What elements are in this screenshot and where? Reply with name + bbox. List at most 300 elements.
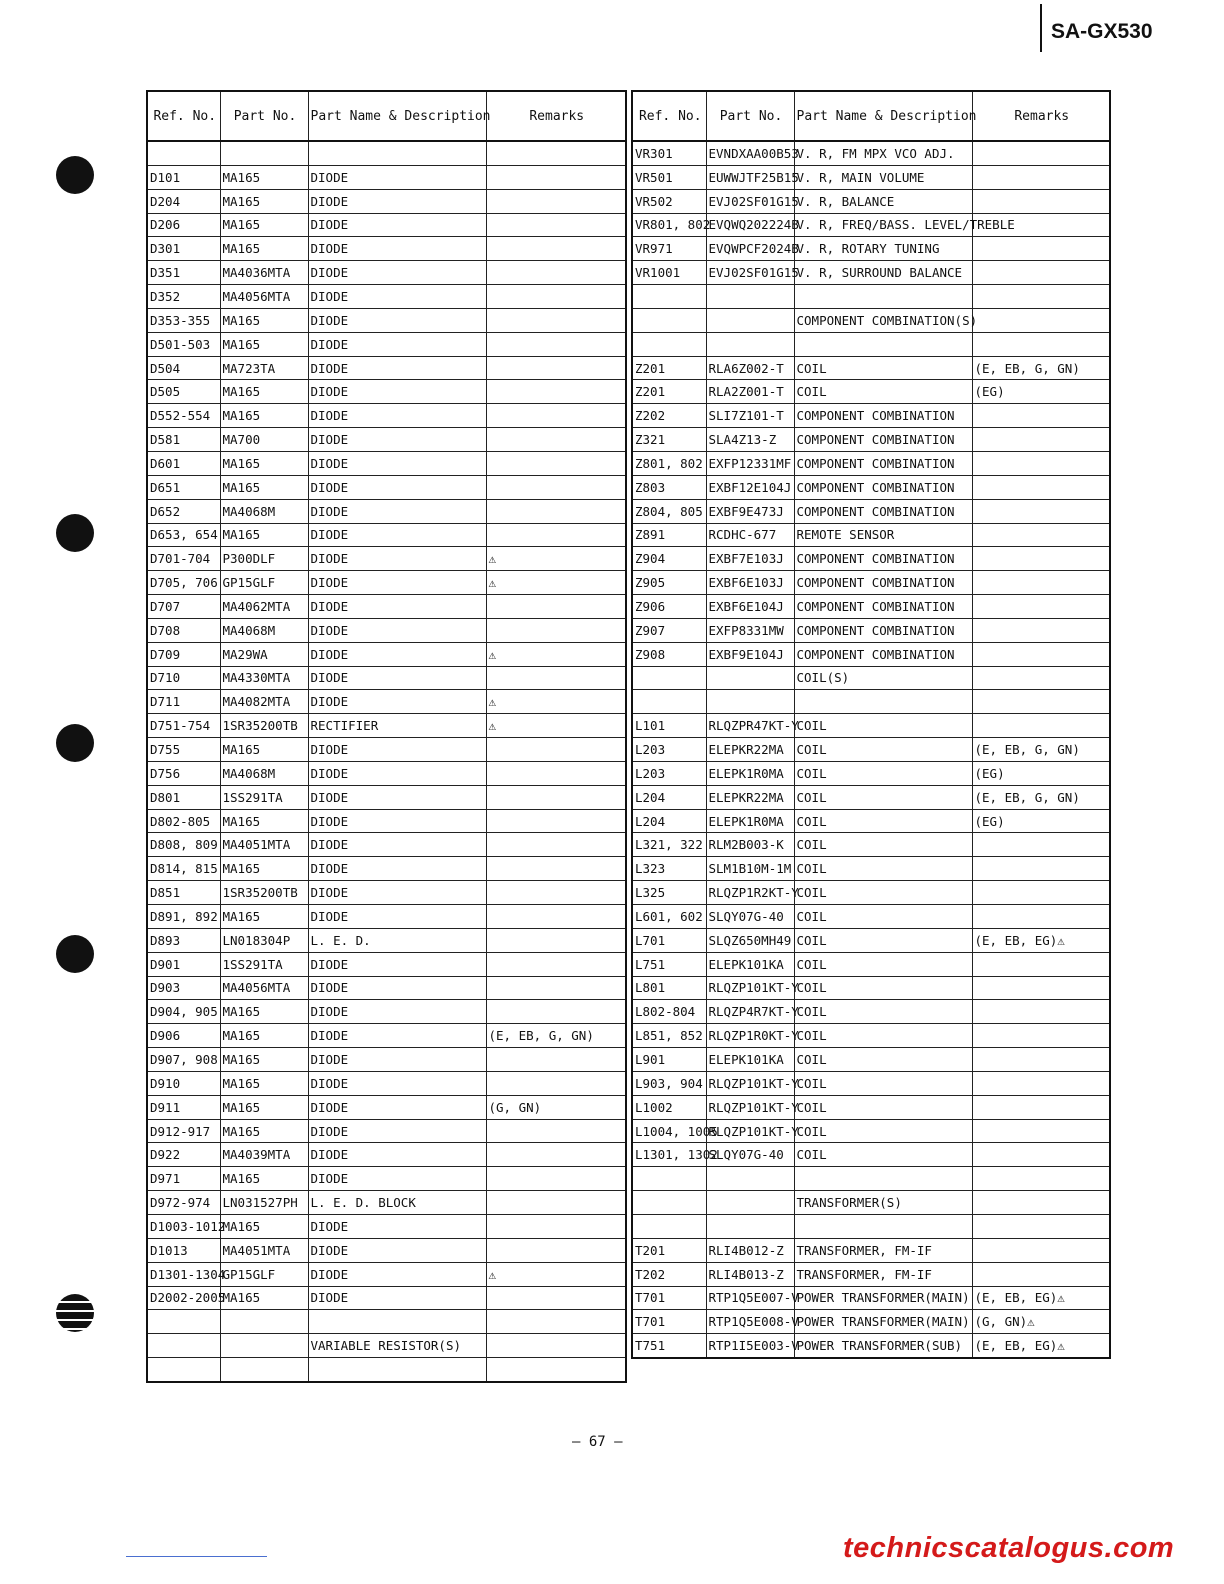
table-row	[632, 1214, 1110, 1238]
cell-ref-no: D711	[147, 690, 220, 714]
cell-ref-no: D814, 815	[147, 857, 220, 881]
cell-part-no: MA165	[220, 1119, 308, 1143]
table-row	[147, 666, 626, 690]
cell-description: COIL	[794, 881, 972, 905]
cell-remarks	[486, 1191, 626, 1215]
cell-description: POWER TRANSFORMER(SUB)	[794, 1334, 972, 1358]
table-row	[147, 237, 626, 261]
cell-ref-no: D353-355	[147, 308, 220, 332]
cell-remarks: (E, EB, G, GN)	[972, 785, 1110, 809]
cell-description: V. R, MAIN VOLUME	[794, 165, 972, 189]
cell-description: COIL(S)	[794, 666, 972, 690]
table-row	[632, 189, 1110, 213]
cell-remarks	[972, 237, 1110, 261]
cell-ref-no: D910	[147, 1071, 220, 1095]
cell-remarks	[486, 1143, 626, 1167]
cell-part-no: EXBF9E473J	[706, 499, 794, 523]
cell-part-no: EVQWPCF2024B	[706, 237, 794, 261]
cell-part-no: EXBF7E103J	[706, 547, 794, 571]
cell-part-no: EXBF6E104J	[706, 595, 794, 619]
cell-ref-no: Z803	[632, 475, 706, 499]
cell-description: DIODE	[308, 165, 486, 189]
cell-ref-no: D751-754	[147, 714, 220, 738]
table-row	[632, 1095, 1110, 1119]
cell-ref-no: L601, 602	[632, 905, 706, 929]
table-header-row	[632, 91, 1110, 141]
cell-description: COMPONENT COMBINATION	[794, 642, 972, 666]
cell-description: COIL	[794, 833, 972, 857]
table-header-row	[147, 91, 626, 141]
cell-description: COIL	[794, 738, 972, 762]
cell-description: COIL	[794, 356, 972, 380]
cell-part-no: MA165	[220, 165, 308, 189]
cell-remarks	[972, 404, 1110, 428]
table-row	[147, 285, 626, 309]
cell-remarks: (E, EB, G, GN)	[486, 1024, 626, 1048]
cell-part-no: RLQZP4R7KT-Y	[706, 1000, 794, 1024]
cell-description: TRANSFORMER, FM-IF	[794, 1262, 972, 1286]
cell-part-no: MA165	[220, 1071, 308, 1095]
cell-part-no: MA165	[220, 857, 308, 881]
cell-description: DIODE	[308, 881, 486, 905]
cell-part-no: MA4051MTA	[220, 1238, 308, 1262]
binder-hole	[56, 514, 94, 552]
cell-remarks	[972, 1071, 1110, 1095]
cell-ref-no: D552-554	[147, 404, 220, 428]
cell-remarks	[486, 189, 626, 213]
cell-ref-no: D1013	[147, 1238, 220, 1262]
cell-part-no: RLQZPR47KT-Y	[706, 714, 794, 738]
cell-ref-no	[147, 1310, 220, 1334]
cell-ref-no: D972-974	[147, 1191, 220, 1215]
cell-description: V. R, ROTARY TUNING	[794, 237, 972, 261]
cell-remarks	[486, 1310, 626, 1334]
cell-remarks: ⚠	[486, 547, 626, 571]
cell-ref-no	[147, 1334, 220, 1358]
table-row	[147, 809, 626, 833]
cell-remarks	[486, 1214, 626, 1238]
cell-description: DIODE	[308, 595, 486, 619]
watermark: technicscatalogus.com	[843, 1532, 1175, 1564]
table-row	[147, 595, 626, 619]
cell-remarks	[972, 451, 1110, 475]
cell-ref-no: D710	[147, 666, 220, 690]
cell-description: TRANSFORMER, FM-IF	[794, 1238, 972, 1262]
cell-ref-no: D911	[147, 1095, 220, 1119]
cell-description: DIODE	[308, 261, 486, 285]
cell-description: COIL	[794, 905, 972, 929]
cell-ref-no: L801	[632, 976, 706, 1000]
table-row	[632, 738, 1110, 762]
cell-part-no: GP15GLF	[220, 571, 308, 595]
table-row	[632, 356, 1110, 380]
col-ref-no: Ref. No.	[147, 91, 220, 141]
cell-part-no: GP15GLF	[220, 1262, 308, 1286]
table-row	[147, 428, 626, 452]
cell-remarks	[972, 1214, 1110, 1238]
cell-part-no: MA165	[220, 1048, 308, 1072]
table-row	[147, 738, 626, 762]
header-rule	[1040, 4, 1042, 52]
cell-ref-no: Z891	[632, 523, 706, 547]
cell-remarks: ⚠	[486, 1262, 626, 1286]
table-row	[632, 380, 1110, 404]
cell-part-no: MA4039MTA	[220, 1143, 308, 1167]
table-row	[632, 404, 1110, 428]
cell-ref-no: Z907	[632, 618, 706, 642]
cell-ref-no: Z804, 805	[632, 499, 706, 523]
table-row	[147, 1000, 626, 1024]
cell-part-no: MA4068M	[220, 618, 308, 642]
table-row	[632, 1262, 1110, 1286]
cell-remarks	[486, 237, 626, 261]
cell-remarks	[486, 428, 626, 452]
cell-part-no: RTP1Q5E007-V	[706, 1286, 794, 1310]
table-row	[147, 404, 626, 428]
cell-description: COIL	[794, 809, 972, 833]
col-remarks: Remarks	[972, 91, 1110, 141]
cell-ref-no: D906	[147, 1024, 220, 1048]
cell-description: COIL	[794, 976, 972, 1000]
table-row	[147, 1238, 626, 1262]
cell-part-no: EVNDXAA00B53	[706, 141, 794, 165]
cell-ref-no: T201	[632, 1238, 706, 1262]
table-row	[147, 714, 626, 738]
cell-remarks	[972, 523, 1110, 547]
cell-part-no: MA165	[220, 1286, 308, 1310]
table-row	[147, 1334, 626, 1358]
table-row	[147, 1095, 626, 1119]
table-row	[147, 690, 626, 714]
cell-remarks	[486, 666, 626, 690]
table-row	[147, 1191, 626, 1215]
cell-description: DIODE	[308, 738, 486, 762]
cell-ref-no: D101	[147, 165, 220, 189]
cell-ref-no: D504	[147, 356, 220, 380]
cell-ref-no: D652	[147, 499, 220, 523]
cell-ref-no: D708	[147, 618, 220, 642]
cell-part-no: MA4051MTA	[220, 833, 308, 857]
cell-ref-no: Z906	[632, 595, 706, 619]
table-row	[632, 928, 1110, 952]
table-row	[147, 261, 626, 285]
cell-description: DIODE	[308, 547, 486, 571]
cell-remarks	[486, 308, 626, 332]
cell-ref-no: L1002	[632, 1095, 706, 1119]
cell-part-no: RLA6Z002-T	[706, 356, 794, 380]
cell-ref-no: L204	[632, 809, 706, 833]
cell-part-no: LN018304P	[220, 928, 308, 952]
table-row	[632, 618, 1110, 642]
cell-description: TRANSFORMER(S)	[794, 1191, 972, 1215]
cell-part-no: SLQY07G-40	[706, 905, 794, 929]
cell-part-no: RLQZP101KT-Y	[706, 976, 794, 1000]
cell-remarks	[486, 475, 626, 499]
cell-description: COMPONENT COMBINATION	[794, 404, 972, 428]
cell-ref-no: Z801, 802	[632, 451, 706, 475]
table-row	[147, 761, 626, 785]
table-row	[632, 952, 1110, 976]
cell-part-no: RLQZP101KT-Y	[706, 1119, 794, 1143]
parts-table-right	[631, 90, 1111, 1359]
cell-remarks	[486, 738, 626, 762]
table-row	[147, 356, 626, 380]
table-row	[632, 833, 1110, 857]
cell-part-no: SLA4Z13-Z	[706, 428, 794, 452]
cell-description: COMPONENT COMBINATION	[794, 499, 972, 523]
cell-ref-no: Z201	[632, 356, 706, 380]
cell-ref-no: D1301-1304	[147, 1262, 220, 1286]
cell-ref-no: D204	[147, 189, 220, 213]
cell-part-no	[706, 690, 794, 714]
cell-remarks	[972, 666, 1110, 690]
cell-ref-no: L903, 904	[632, 1071, 706, 1095]
cell-remarks	[486, 1334, 626, 1358]
cell-ref-no: Z201	[632, 380, 706, 404]
cell-part-no: ELEPKR22MA	[706, 785, 794, 809]
table-row	[147, 499, 626, 523]
cell-remarks: (G, GN)⚠	[972, 1310, 1110, 1334]
cell-ref-no: L851, 852	[632, 1024, 706, 1048]
cell-part-no: RLQZP101KT-Y	[706, 1095, 794, 1119]
cell-remarks	[486, 213, 626, 237]
cell-remarks	[486, 404, 626, 428]
cell-remarks	[972, 952, 1110, 976]
cell-remarks	[972, 642, 1110, 666]
cell-description: COMPONENT COMBINATION	[794, 428, 972, 452]
cell-part-no: RLI4B013-Z	[706, 1262, 794, 1286]
cell-part-no: ELEPK101KA	[706, 1048, 794, 1072]
cell-remarks	[972, 595, 1110, 619]
cell-ref-no	[632, 1214, 706, 1238]
cell-description: REMOTE SENSOR	[794, 523, 972, 547]
cell-ref-no: L901	[632, 1048, 706, 1072]
cell-remarks	[486, 952, 626, 976]
table-row	[632, 1167, 1110, 1191]
cell-remarks	[972, 1143, 1110, 1167]
table-row	[147, 547, 626, 571]
cell-remarks: (E, EB, EG)⚠	[972, 1286, 1110, 1310]
cell-ref-no: D756	[147, 761, 220, 785]
table-row	[147, 952, 626, 976]
cell-remarks	[486, 356, 626, 380]
table-row	[147, 380, 626, 404]
cell-description: DIODE	[308, 1143, 486, 1167]
cell-remarks	[486, 1286, 626, 1310]
binder-hole	[56, 156, 94, 194]
cell-ref-no: L101	[632, 714, 706, 738]
cell-description: COIL	[794, 1143, 972, 1167]
cell-description: DIODE	[308, 809, 486, 833]
cell-remarks: (E, EB, G, GN)	[972, 356, 1110, 380]
cell-ref-no	[632, 690, 706, 714]
cell-part-no: 1SR35200TB	[220, 714, 308, 738]
table-row	[632, 141, 1110, 165]
cell-part-no: MA165	[220, 809, 308, 833]
table-row	[147, 571, 626, 595]
table-row	[632, 332, 1110, 356]
cell-remarks	[972, 547, 1110, 571]
cell-description: DIODE	[308, 952, 486, 976]
cell-remarks	[486, 857, 626, 881]
col-remarks: Remarks	[486, 91, 626, 141]
cell-remarks	[972, 141, 1110, 165]
cell-remarks	[486, 761, 626, 785]
cell-description	[308, 1358, 486, 1382]
cell-ref-no: D893	[147, 928, 220, 952]
cell-ref-no: L1004, 1005	[632, 1119, 706, 1143]
cell-remarks	[486, 1000, 626, 1024]
cell-description: COMPONENT COMBINATION	[794, 547, 972, 571]
cell-remarks	[486, 1358, 626, 1382]
cell-description: COIL	[794, 785, 972, 809]
cell-ref-no: D701-704	[147, 547, 220, 571]
cell-ref-no	[632, 308, 706, 332]
cell-part-no	[220, 1358, 308, 1382]
cell-part-no: EXFP12331MF	[706, 451, 794, 475]
cell-description: DIODE	[308, 380, 486, 404]
cell-remarks	[486, 261, 626, 285]
cell-remarks	[972, 1191, 1110, 1215]
cell-description: DIODE	[308, 428, 486, 452]
cell-ref-no: D755	[147, 738, 220, 762]
cell-remarks	[972, 905, 1110, 929]
col-ref-no: Ref. No.	[632, 91, 706, 141]
cell-part-no: MA165	[220, 1167, 308, 1191]
table-row	[147, 905, 626, 929]
cell-part-no: EXBF12E104J	[706, 475, 794, 499]
cell-ref-no: D971	[147, 1167, 220, 1191]
table-row	[147, 785, 626, 809]
model-number: SA-GX530	[1051, 20, 1153, 43]
cell-description	[308, 141, 486, 165]
cell-remarks	[972, 976, 1110, 1000]
cell-description: COIL	[794, 1071, 972, 1095]
binder-hole	[56, 724, 94, 762]
cell-ref-no: D581	[147, 428, 220, 452]
cell-part-no: SLM1B10M-1M	[706, 857, 794, 881]
table-row	[632, 237, 1110, 261]
cell-ref-no: VR1001	[632, 261, 706, 285]
binder-hole	[56, 1294, 94, 1332]
cell-part-no	[706, 1191, 794, 1215]
cell-ref-no: L203	[632, 761, 706, 785]
cell-remarks	[486, 1167, 626, 1191]
cell-part-no: EXFP8331MW	[706, 618, 794, 642]
cell-ref-no: VR501	[632, 165, 706, 189]
cell-remarks	[972, 833, 1110, 857]
cell-ref-no	[632, 1167, 706, 1191]
cell-description	[794, 1214, 972, 1238]
cell-part-no	[706, 332, 794, 356]
table-row	[147, 308, 626, 332]
cell-part-no: MA700	[220, 428, 308, 452]
cell-description: DIODE	[308, 1262, 486, 1286]
cell-part-no: MA165	[220, 475, 308, 499]
table-row	[632, 1334, 1110, 1358]
cell-ref-no: D707	[147, 595, 220, 619]
cell-part-no: ELEPK1R0MA	[706, 809, 794, 833]
cell-remarks	[486, 380, 626, 404]
table-row	[632, 785, 1110, 809]
binder-hole	[56, 935, 94, 973]
cell-part-no	[706, 308, 794, 332]
cell-remarks	[486, 976, 626, 1000]
table-row	[632, 1286, 1110, 1310]
cell-description: COMPONENT COMBINATION	[794, 618, 972, 642]
table-row	[147, 1119, 626, 1143]
cell-ref-no: D891, 892	[147, 905, 220, 929]
cell-description: DIODE	[308, 1119, 486, 1143]
cell-ref-no	[632, 285, 706, 309]
cell-remarks: (EG)	[972, 380, 1110, 404]
cell-remarks	[486, 1119, 626, 1143]
cell-remarks	[972, 571, 1110, 595]
cell-description: DIODE	[308, 833, 486, 857]
table-row	[147, 213, 626, 237]
cell-description: COIL	[794, 1048, 972, 1072]
cell-description: COMPONENT COMBINATION	[794, 595, 972, 619]
table-row	[147, 1358, 626, 1382]
cell-description: COMPONENT COMBINATION	[794, 571, 972, 595]
cell-part-no: ELEPK101KA	[706, 952, 794, 976]
cell-remarks	[972, 285, 1110, 309]
cell-description: COIL	[794, 714, 972, 738]
cell-part-no: RLQZP1R0KT-Y	[706, 1024, 794, 1048]
cell-ref-no: D651	[147, 475, 220, 499]
cell-ref-no: L325	[632, 881, 706, 905]
cell-description: COMPONENT COMBINATION(S)	[794, 308, 972, 332]
cell-description: RECTIFIER	[308, 714, 486, 738]
cell-ref-no: D601	[147, 451, 220, 475]
cell-part-no: P300DLF	[220, 547, 308, 571]
cell-description: DIODE	[308, 571, 486, 595]
cell-description: COIL	[794, 952, 972, 976]
table-row	[632, 308, 1110, 332]
cell-part-no	[706, 1167, 794, 1191]
table-row	[147, 1048, 626, 1072]
cell-description: DIODE	[308, 1071, 486, 1095]
cell-part-no: 1SS291TA	[220, 952, 308, 976]
cell-ref-no: D301	[147, 237, 220, 261]
cell-description: DIODE	[308, 1238, 486, 1262]
table-row	[632, 1191, 1110, 1215]
cell-part-no: RCDHC-677	[706, 523, 794, 547]
cell-ref-no: D505	[147, 380, 220, 404]
cell-part-no: RLQZP1R2KT-Y	[706, 881, 794, 905]
table-row	[632, 761, 1110, 785]
cell-ref-no: L751	[632, 952, 706, 976]
table-row	[147, 1262, 626, 1286]
cell-description: DIODE	[308, 404, 486, 428]
cell-part-no: MA165	[220, 1095, 308, 1119]
cell-ref-no: T701	[632, 1286, 706, 1310]
cell-remarks	[972, 475, 1110, 499]
cell-part-no: MA4330MTA	[220, 666, 308, 690]
cell-description: COIL	[794, 857, 972, 881]
cell-ref-no: L321, 322	[632, 833, 706, 857]
table-row	[632, 1071, 1110, 1095]
cell-part-no	[220, 1334, 308, 1358]
cell-description: L. E. D. BLOCK	[308, 1191, 486, 1215]
cell-remarks: ⚠	[486, 642, 626, 666]
footer-link-underline	[126, 1556, 267, 1557]
table-row	[632, 451, 1110, 475]
cell-description: DIODE	[308, 1167, 486, 1191]
cell-remarks	[972, 881, 1110, 905]
table-row	[147, 642, 626, 666]
cell-description	[794, 690, 972, 714]
